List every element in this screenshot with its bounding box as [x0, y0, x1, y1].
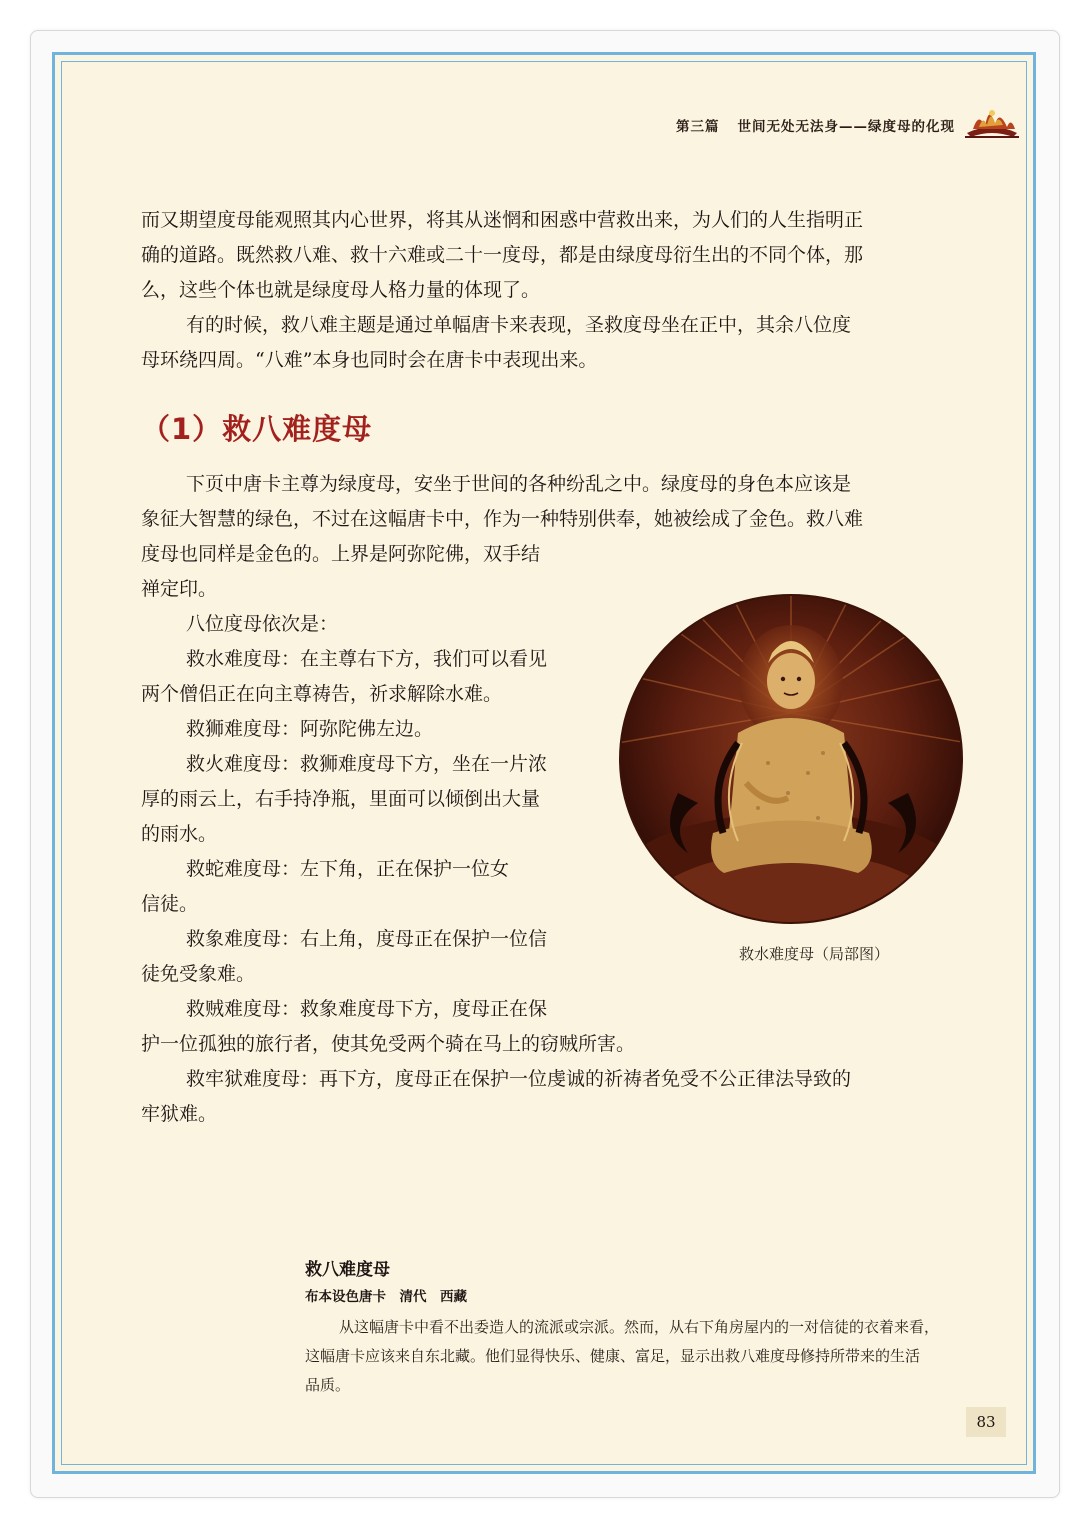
- tail-line: 牢狱难。: [141, 1103, 218, 1125]
- plate-caption-line: 品质。: [305, 1376, 351, 1394]
- column-line: 救狮难度母：阿弥陀佛左边。: [186, 718, 434, 740]
- column-line: 信徒。: [141, 893, 199, 915]
- column-line: 八位度母依次是：: [186, 613, 339, 635]
- plate-caption-title: 救八难度母: [305, 1260, 390, 1280]
- column-line: 救贼难度母：救象难度母下方，度母正在保: [186, 998, 548, 1020]
- running-header: [676, 115, 955, 135]
- column-line: 徒免受象难。: [141, 963, 256, 985]
- column-line: 救水难度母：在主尊右下方，我们可以看见: [186, 648, 548, 670]
- intro-line: 确的道路。既然救八难、救十六难或二十一度母，都是由绿度母衍生出的不同个体，那: [141, 244, 864, 266]
- header-title: 世间无处无法身——绿度母的化现: [737, 119, 955, 135]
- figure-caption: 救水难度母（局部图）: [739, 945, 890, 963]
- section-line: 象征大智慧的绿色，不过在这幅唐卡中，作为一种特别供奉，她被绘成了金色。救八难: [141, 508, 864, 530]
- column-line: 厚的雨云上，右手持净瓶，里面可以倾倒出大量: [141, 788, 541, 810]
- plate-caption-body: [305, 1313, 981, 1400]
- intro-line: 么，这些个体也就是绿度母人格力量的体现了。: [141, 279, 541, 301]
- intro-line: 母环绕四周。“八难”本身也同时会在唐卡中表现出来。: [141, 349, 598, 371]
- page-number: 83: [966, 1407, 1006, 1437]
- column-line: 的雨水。: [141, 823, 218, 845]
- section-heading: （1）救八难度母: [141, 412, 373, 446]
- plate-caption-line: 这幅唐卡应该来自东北藏。他们显得快乐、健康、富足，显示出救八难度母修持所带来的生活: [305, 1347, 921, 1365]
- thangka-detail-image: [618, 593, 964, 927]
- tail-line: 护一位孤独的旅行者，使其免受两个骑在马上的窃贼所害。: [141, 1033, 636, 1055]
- header-part: 第三篇: [676, 119, 720, 135]
- plate-caption-subtitle: 布本设色唐卡 清代 西藏: [305, 1289, 467, 1305]
- plate-caption-line: 从这幅唐卡中看不出委造人的流派或宗派。然而，从右下角房屋内的一对信徒的衣着来看，: [339, 1318, 940, 1336]
- column-line: 禅定印。: [141, 578, 218, 600]
- intro-line: 而又期望度母能观照其内心世界，将其从迷惘和困惑中营救出来，为人们的人生指明正: [141, 209, 864, 231]
- lotus-emblem-icon: [963, 99, 1021, 141]
- column-line: 两个僧侣正在向主尊祷告，祈求解除水难。: [141, 683, 503, 705]
- column-line: 度母也同样是金色的。上界是阿弥陀佛，双手结: [141, 543, 541, 565]
- section-line: 下页中唐卡主尊为绿度母，安坐于世间的各种纷乱之中。绿度母的身色本应该是: [186, 473, 852, 495]
- column-line: 救象难度母：右上角，度母正在保护一位信: [186, 928, 548, 950]
- intro-line: 有的时候，救八难主题是通过单幅唐卡来表现，圣救度母坐在正中，其余八位度: [186, 314, 852, 336]
- column-line: 救火难度母：救狮难度母下方，坐在一片浓: [186, 753, 548, 775]
- book-page: [52, 52, 1036, 1474]
- column-line: 救蛇难度母：左下角，正在保护一位女: [186, 858, 510, 880]
- tail-line: 救牢狱难度母：再下方，度母正在保护一位虔诚的祈祷者免受不公正律法导致的: [186, 1068, 852, 1090]
